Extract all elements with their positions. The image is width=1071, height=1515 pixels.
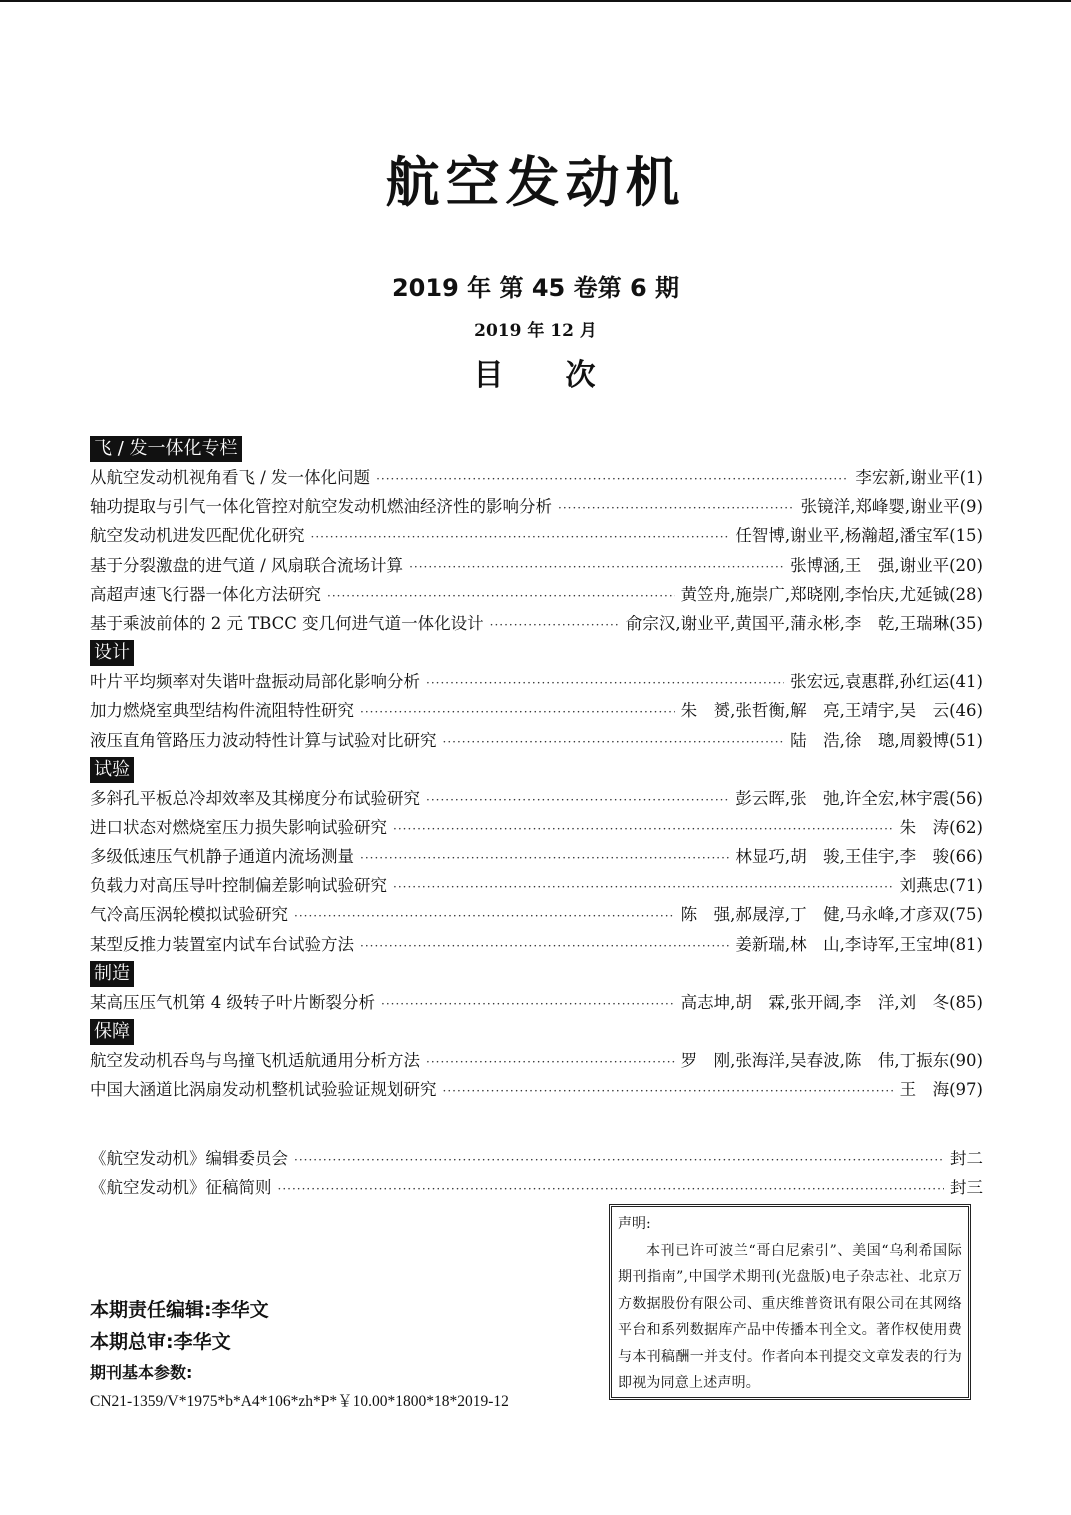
issue-date: 2019 年 12 月 xyxy=(474,321,597,341)
extra-entry[interactable] xyxy=(90,1144,983,1173)
article-authors-page: 任智博,谢业平,杨瀚超,潘宝军(15) xyxy=(735,526,983,546)
leader-dots xyxy=(360,932,729,961)
article-authors-page: 黄笠舟,施崇广,郑晓刚,李怡庆,尤延铖(28) xyxy=(680,584,983,604)
copyright-notice xyxy=(609,1204,971,1400)
leader-dots xyxy=(426,1048,675,1077)
leader-dots xyxy=(376,465,849,494)
article-authors-page: 王 海(97) xyxy=(899,1080,983,1100)
leader-dots xyxy=(278,1175,945,1204)
article-title: 基于乘波前体的 2 元 TBCC 变几何进气道一体化设计 xyxy=(90,613,484,633)
toc-entry[interactable] xyxy=(90,696,983,725)
leader-dots xyxy=(443,1077,894,1106)
leader-dots xyxy=(381,990,675,1019)
toc-entry[interactable] xyxy=(90,521,983,550)
editor-info xyxy=(90,1294,610,1416)
responsible-editor: 本期责任编辑:李华文 xyxy=(90,1299,269,1321)
toc-entry[interactable] xyxy=(90,609,983,638)
params-value: CN21-1359/V*1975*b*A4*106*zh*P*￥10.00*1800*18*2019-12 xyxy=(90,1393,509,1410)
extra-title: 《航空发动机》征稿简则 xyxy=(90,1178,272,1197)
article-authors-page: 朱 涛(62) xyxy=(899,817,983,837)
toc-entry[interactable] xyxy=(90,900,983,929)
article-title: 负载力对高压导叶控制偏差影响试验研究 xyxy=(90,876,387,896)
chief-reviewer: 本期总审:李华文 xyxy=(90,1331,231,1353)
article-title: 从航空发动机视角看飞 / 发一体化问题 xyxy=(90,468,371,487)
section-header xyxy=(90,638,983,667)
leader-dots xyxy=(426,669,784,698)
issue-line: 2019 年 第 45 卷第 6 期 xyxy=(391,274,680,302)
article-authors-page: 刘燕忠(71) xyxy=(899,876,983,896)
article-title: 气冷高压涡轮模拟试验研究 xyxy=(90,905,288,925)
article-title: 航空发动机吞鸟与鸟撞飞机适航通用分析方法 xyxy=(90,1051,420,1070)
toc-entry[interactable] xyxy=(90,1075,983,1104)
toc-entry[interactable] xyxy=(90,551,983,580)
toc-heading-right: 次 xyxy=(565,358,598,393)
leader-dots xyxy=(294,902,675,931)
article-authors-page: 陈 强,郝晟淳,丁 健,马永峰,才彦双(75) xyxy=(680,905,983,925)
article-title: 多斜孔平板总冷却效率及其梯度分布试验研究 xyxy=(90,788,420,808)
article-authors-page: 张博涵,王 强,谢业平(20) xyxy=(790,555,983,575)
toc-entry[interactable] xyxy=(90,988,983,1017)
leader-dots xyxy=(443,728,785,757)
section-label: 制造 xyxy=(90,961,134,987)
leader-dots xyxy=(426,786,729,815)
article-authors-page: 高志坤,胡 霖,张开阔,李 洋,刘 冬(85) xyxy=(680,992,983,1012)
toc-heading xyxy=(0,350,1071,394)
leader-dots xyxy=(490,611,620,640)
toc-entry[interactable] xyxy=(90,784,983,813)
article-title: 中国大涵道比涡扇发动机整机试验验证规划研究 xyxy=(90,1080,437,1100)
toc-entry[interactable] xyxy=(90,726,983,755)
section-header xyxy=(90,959,983,988)
notice-heading: 声明: xyxy=(618,1216,651,1232)
toc-entry[interactable] xyxy=(90,842,983,871)
extras-list xyxy=(90,1144,983,1202)
section-header xyxy=(90,1017,983,1046)
article-title: 进口状态对燃烧室压力损失影响试验研究 xyxy=(90,817,387,837)
section-label: 设计 xyxy=(90,640,134,666)
section-label: 试验 xyxy=(90,757,134,783)
article-authors-page: 李宏新,谢业平(1) xyxy=(855,468,983,487)
extra-title: 《航空发动机》编辑委员会 xyxy=(90,1149,288,1168)
top-rule xyxy=(0,0,1071,2)
article-title: 多级低速压气机静子通道内流场测量 xyxy=(90,847,354,867)
journal-title: 航空发动机 xyxy=(385,151,686,214)
params-label: 期刊基本参数: xyxy=(90,1363,193,1382)
leader-dots xyxy=(311,523,730,552)
article-title: 叶片平均频率对失谐叶盘振动局部化影响分析 xyxy=(90,672,420,692)
article-title: 某型反推力装置室内试车台试验方法 xyxy=(90,934,354,954)
extra-page: 封二 xyxy=(950,1149,983,1168)
leader-dots xyxy=(327,582,675,611)
leader-dots xyxy=(393,873,894,902)
article-authors-page: 张镜洋,郑峰婴,谢业平(9) xyxy=(800,497,983,517)
toc-heading-left: 目 xyxy=(473,358,506,393)
toc-entry[interactable] xyxy=(90,580,983,609)
leader-dots xyxy=(294,1146,944,1175)
article-title: 基于分裂激盘的进气道 / 风扇联合流场计算 xyxy=(90,555,404,575)
toc-entry[interactable] xyxy=(90,813,983,842)
toc-entry[interactable] xyxy=(90,463,983,492)
leader-dots xyxy=(360,844,729,873)
article-title: 液压直角管路压力波动特性计算与试验对比研究 xyxy=(90,730,437,750)
article-authors-page: 罗 刚,张海洋,吴春波,陈 伟,丁振东(90) xyxy=(680,1051,983,1070)
article-authors-page: 陆 浩,徐 璁,周毅博(51) xyxy=(790,730,983,750)
leader-dots xyxy=(558,494,795,523)
article-authors-page: 朱 赟,张哲衡,解 亮,王靖宇,吴 云(46) xyxy=(680,701,983,721)
leader-dots xyxy=(360,698,675,727)
toc-entry[interactable] xyxy=(90,1046,983,1075)
article-title: 高超声速飞行器一体化方法研究 xyxy=(90,584,321,604)
article-title: 某高压压气机第 4 级转子叶片断裂分析 xyxy=(90,992,375,1012)
leader-dots xyxy=(409,553,784,582)
section-label: 保障 xyxy=(90,1019,134,1045)
toc-entry[interactable] xyxy=(90,492,983,521)
article-title: 轴功提取与引气一体化管控对航空发动机燃油经济性的影响分析 xyxy=(90,497,552,517)
article-authors-page: 姜新瑞,林 山,李诗军,王宝坤(81) xyxy=(735,934,983,954)
notice-body: 本刊已许可波兰“哥白尼索引”、美国“乌利希国际期刊指南”,中国学术期刊(光盘版)电子杂志社、北京万方数据股份有限公司、重庆维普资讯有限公司在其网络平台和系列数据库产品中传播本刊全文。著作权使用费与本刊稿酬一并支付。作者向本刊提交文章发表的行为即视为同意上述声明。 xyxy=(618,1242,962,1391)
section-header xyxy=(90,755,983,784)
toc-entry[interactable] xyxy=(90,930,983,959)
table-of-contents xyxy=(90,434,983,1104)
article-title: 加力燃烧室典型结构件流阻特性研究 xyxy=(90,701,354,721)
extra-entry[interactable] xyxy=(90,1173,983,1202)
toc-entry[interactable] xyxy=(90,667,983,696)
extra-page: 封三 xyxy=(950,1178,983,1197)
leader-dots xyxy=(393,815,894,844)
article-authors-page: 彭云晖,张 弛,许全宏,林宇震(56) xyxy=(735,788,983,808)
article-authors-page: 俞宗汉,谢业平,黄国平,蒲永彬,李 乾,王瑞琳(35) xyxy=(625,613,983,633)
section-label: 飞 / 发一体化专栏 xyxy=(90,436,242,462)
section-header xyxy=(90,434,983,463)
article-authors-page: 张宏远,袁惠群,孙红运(41) xyxy=(790,672,983,692)
article-authors-page: 林显巧,胡 骏,王佳宇,李 骏(66) xyxy=(735,847,983,867)
toc-entry[interactable] xyxy=(90,871,983,900)
article-title: 航空发动机进发匹配优化研究 xyxy=(90,526,305,546)
